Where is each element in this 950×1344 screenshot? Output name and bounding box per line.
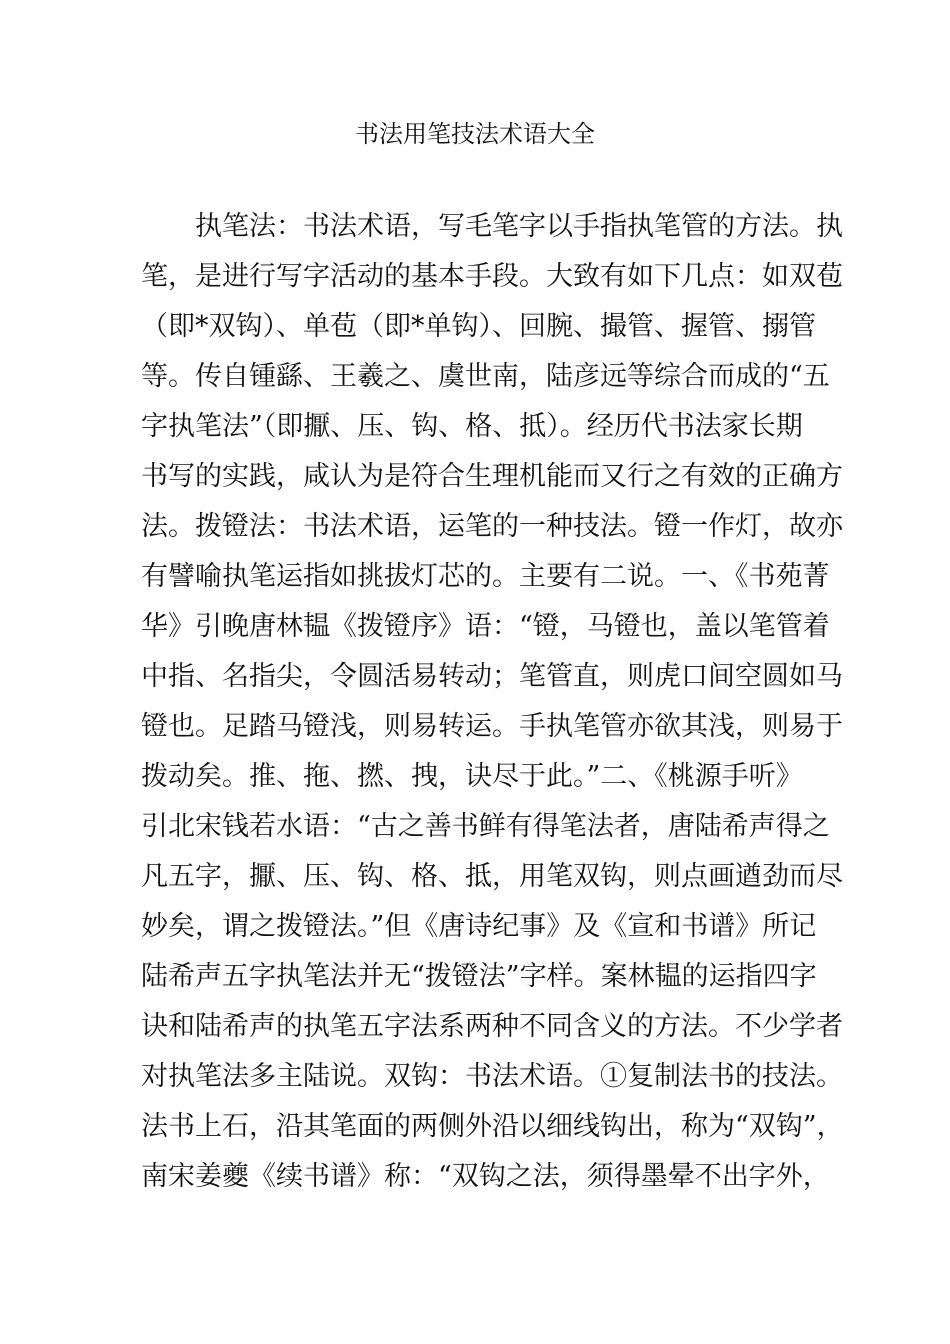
body-line: 法书上石，沿其笔面的两侧外沿以细线钩出，称为“双钩”， bbox=[141, 1111, 844, 1142]
body-line: 引北宋钱若水语：“古之善书鲜有得笔法者，唐陆希声得之 bbox=[141, 811, 830, 842]
body-line: 凡五字，擫、压、钩、格、抵，用笔双钩，则点画遒劲而尽 bbox=[141, 861, 843, 892]
body-line: 字执笔法”（即擫、压、钩、格、抵）。经历代书法家长期 bbox=[141, 411, 803, 442]
body-line: 法。拨镫法：书法术语，运笔的一种技法。镫一作灯，故亦 bbox=[141, 511, 843, 542]
document-body bbox=[141, 202, 844, 1202]
body-line: 书写的实践，咸认为是符合生理机能而又行之有效的正确方 bbox=[141, 461, 843, 492]
document-title: 书法用笔技法术语大全 bbox=[355, 120, 595, 148]
body-line: 华》引晚唐林韫《拨镫序》语：“镫，马镫也，盖以笔管着 bbox=[141, 611, 830, 642]
body-line: 有譬喻执笔运指如挑拔灯芯的。主要有二说。一、《书苑菁 bbox=[141, 561, 830, 592]
body-line: （即*双钩）、单苞（即*单钩）、回腕、撮管、握管、搦管 bbox=[141, 311, 816, 342]
body-line: 等。传自锺繇、王羲之、虞世南，陆彦远等综合而成的“五 bbox=[141, 361, 830, 392]
body-line: 诀和陆希声的执笔五字法系两种不同含义的方法。不少学者 bbox=[141, 1011, 843, 1042]
body-line: 拨动矣。推、拖、撚、拽，诀尽于此。”二、《桃源手听》 bbox=[141, 761, 803, 792]
body-line: 对执笔法多主陆说。双钩：书法术语。①复制法书的技法。 bbox=[141, 1061, 843, 1092]
body-line: 陆希声五字执笔法并无“拨镫法”字样。案林韫的运指四字 bbox=[141, 961, 817, 992]
body-line: 南宋姜夔《续书谱》称：“双钩之法，须得墨晕不出字外， bbox=[141, 1161, 830, 1192]
body-line: 妙矣，谓之拨镫法。”但《唐诗纪事》及《宣和书谱》所记 bbox=[141, 911, 817, 942]
body-line: 笔，是进行写字活动的基本手段。大致有如下几点：如双苞 bbox=[141, 261, 843, 292]
body-line: 中指、名指尖，令圆活易转动；笔管直，则虎口间空圆如马 bbox=[141, 661, 843, 692]
body-line: 镫也。足踏马镫浅，则易转运。手执笔管亦欲其浅，则易于 bbox=[141, 711, 843, 742]
body-line: 执笔法：书法术语，写毛笔字以手指执笔管的方法。执 bbox=[195, 211, 843, 242]
